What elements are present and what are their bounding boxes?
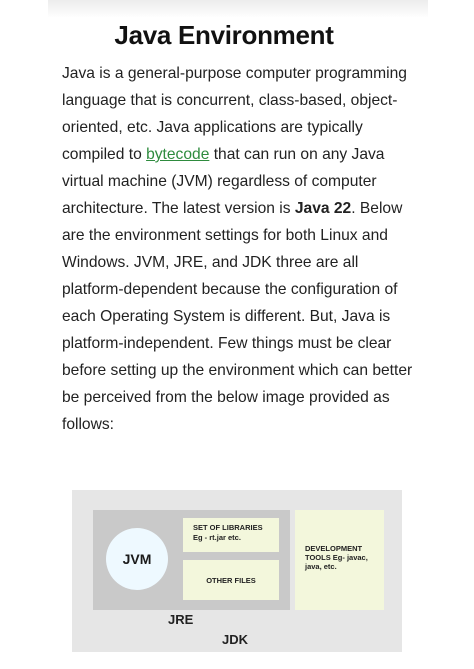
text-segment-1: Java is a general-purpose computer programming language that is concurrent, class-based, object-oriented, etc. Java applications are typically compiled to <box>62 65 407 163</box>
dev-tools-line-2: TOOLS Eg- javac, <box>305 553 368 562</box>
libraries-box <box>183 518 279 552</box>
jvm-label: JVM <box>122 551 152 567</box>
dev-tools-line-3: java, etc. <box>305 562 337 571</box>
text-segment-3: . Below are the environment settings for both Linux and Windows. JVM, JRE, and JDK three are all platform-dependent because the configuration of each Operating System is different. But, Java is platform-independent. Few things must be clear before setting up the environment which can better be perceived from the below image provided as follows: <box>62 200 413 433</box>
libraries-example: Eg - rt.jar etc. <box>193 533 241 542</box>
development-tools-box <box>295 510 384 610</box>
bytecode-link[interactable]: bytecode <box>146 146 210 163</box>
text-segment-2: that can run on any Java virtual machine (JVM) regardless of computer architecture. The latest version is <box>62 146 385 217</box>
jre-label: JRE <box>168 612 194 627</box>
other-files-label: OTHER FILES <box>206 575 256 585</box>
dev-tools-line-1: DEVELOPMENT <box>305 544 363 553</box>
article-paragraph <box>62 60 414 438</box>
jvm-circle <box>106 528 168 590</box>
page-title: Java Environment <box>114 20 334 50</box>
java-version: Java 22 <box>294 200 352 217</box>
top-bar <box>48 0 428 18</box>
jdk-label: JDK <box>222 632 249 647</box>
other-files-box <box>183 560 279 600</box>
libraries-title: SET OF LIBRARIES <box>193 523 263 532</box>
